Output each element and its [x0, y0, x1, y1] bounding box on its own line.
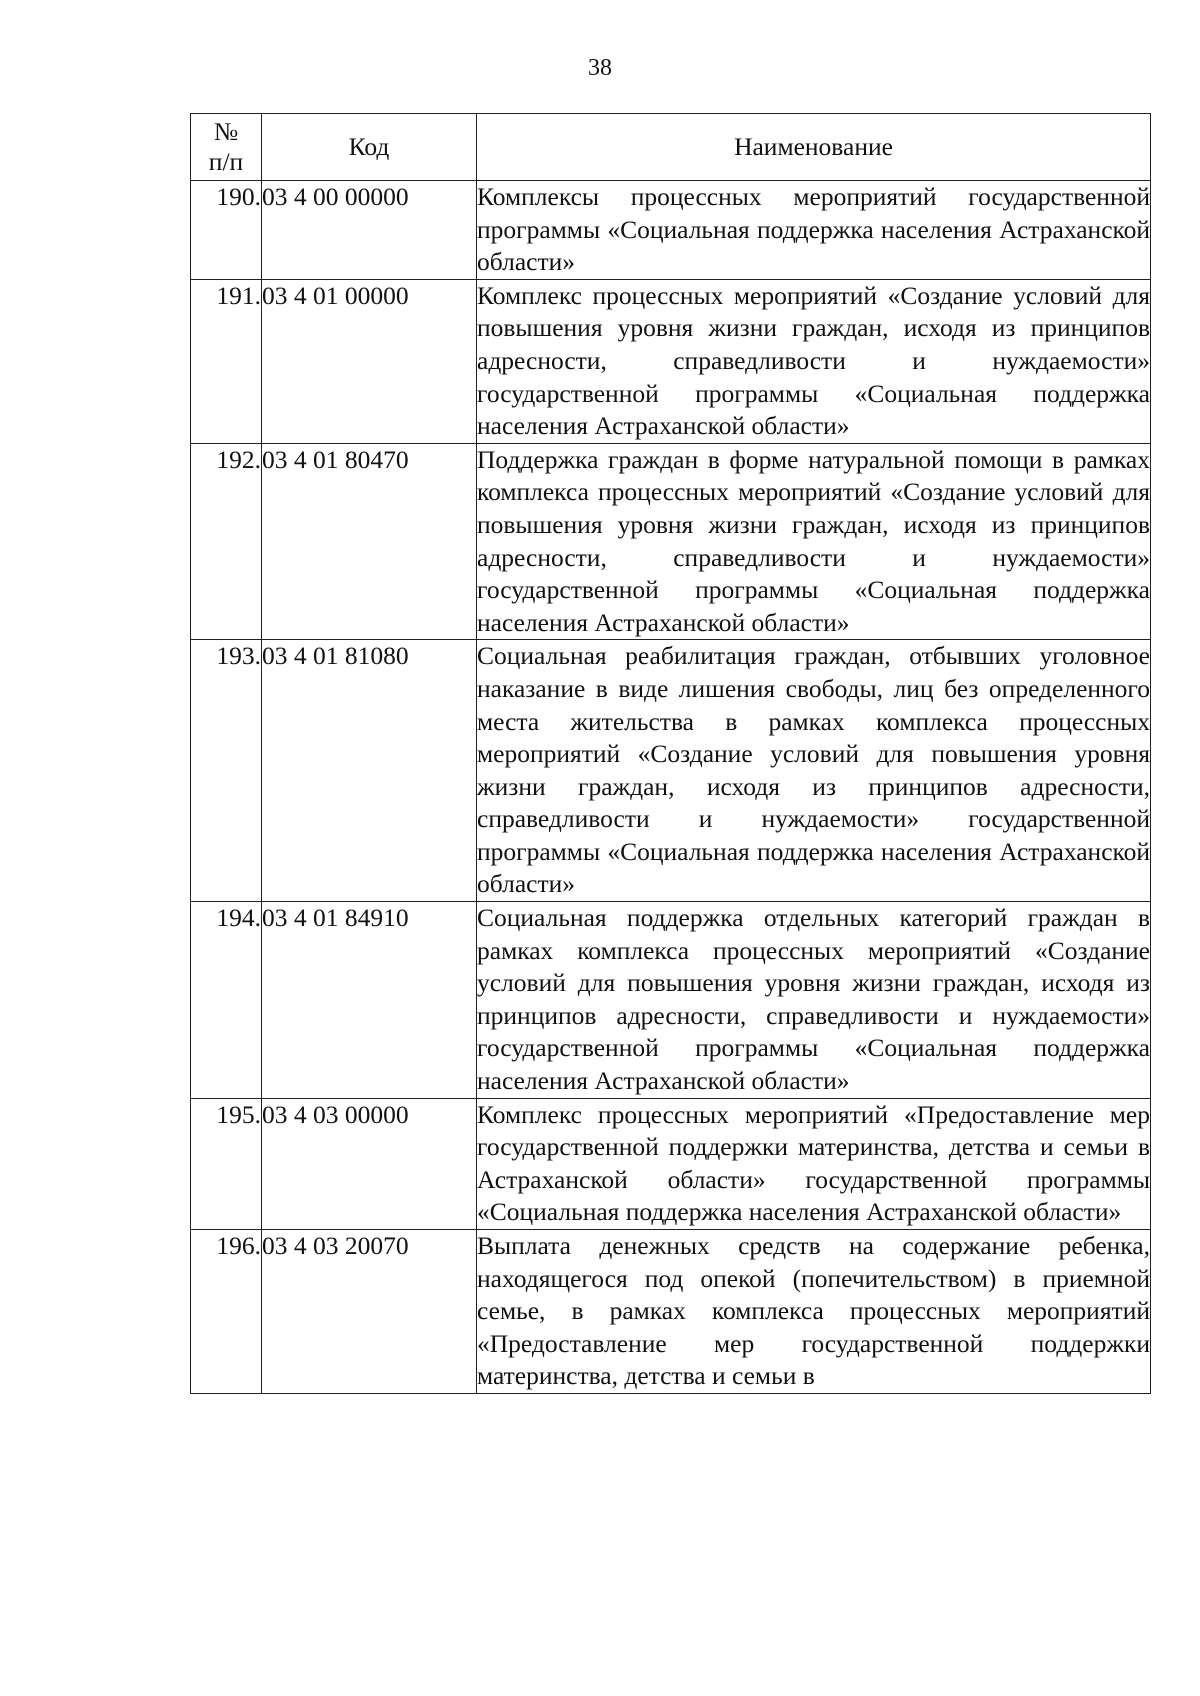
- table-row: [191, 902, 1151, 1099]
- row-name: Комплекс процессных мероприятий «Создание условий для повышения уровня жизни граждан, исходя из принципов адресности, справедливости и нуждаемости» государственной программы «Социальная поддержка населения Астраханской области»: [477, 279, 1151, 443]
- row-name: Поддержка граждан в форме натуральной помощи в рамках комплекса процессных мероприятий «Создание условий для повышения уровня жизни граждан, исходя из принципов адресности, справедливости и нуждаемости» государственной программы «Социальная поддержка населения Астраханской области»: [477, 443, 1151, 640]
- table-row: [191, 1230, 1151, 1394]
- row-code: 03 4 03 20070: [262, 1230, 477, 1394]
- header-number-sign: №: [213, 117, 239, 146]
- row-code: 03 4 01 81080: [262, 640, 477, 902]
- page-number: 38: [588, 55, 612, 81]
- table-body: [191, 181, 1151, 1394]
- row-name: Выплата денежных средств на содержание ребенка, находящегося под опекой (попечительством) в приемной семье, в рамках комплекса процессных мероприятий «Предоставление мер государственной поддержки материнства, детства и семьи в: [477, 1230, 1151, 1394]
- row-name: Социальная реабилитация граждан, отбывших уголовное наказание в виде лишения свободы, лиц без определенного места жительства в рамках комплекса процессных мероприятий «Создание условий для повышения уровня жизни граждан, исходя из принципов адресности, справедливости и нуждаемости» государственной программы «Социальная поддержка населения Астраханской области»: [477, 640, 1151, 902]
- budget-classification-table: [190, 113, 1151, 1394]
- row-name: Комплекс процессных мероприятий «Предоставление мер государственной поддержки материнства, детства и семьи в Астраханской области» государственной программы «Социальная поддержка населения Астраханской области»: [477, 1098, 1151, 1229]
- table-row: [191, 1098, 1151, 1229]
- row-code: 03 4 01 84910: [262, 902, 477, 1099]
- table-row: [191, 279, 1151, 443]
- row-code: 03 4 00 00000: [262, 181, 477, 280]
- row-number: 196.: [191, 1230, 262, 1394]
- row-code: 03 4 01 80470: [262, 443, 477, 640]
- row-number: 191.: [191, 279, 262, 443]
- table-row: [191, 443, 1151, 640]
- row-name: Социальная поддержка отдельных категорий граждан в рамках комплекса процессных мероприятий «Создание условий для повышения уровня жизни граждан, исходя из принципов адресности, справедливости и нуждаемости» государственной программы «Социальная поддержка населения Астраханской области»: [477, 902, 1151, 1099]
- row-name: Комплексы процессных мероприятий государственной программы «Социальная поддержка населения Астраханской области»: [477, 181, 1151, 280]
- header-name: Наименование: [477, 114, 1151, 181]
- row-number: 193.: [191, 640, 262, 902]
- header-number: [191, 114, 262, 181]
- header-number-abbrev: п/п: [208, 147, 244, 176]
- header-row: [191, 114, 1151, 181]
- row-code: 03 4 03 00000: [262, 1098, 477, 1229]
- table-row: [191, 640, 1151, 902]
- row-number: 194.: [191, 902, 262, 1099]
- table-row: [191, 181, 1151, 280]
- header-code: Код: [262, 114, 477, 181]
- row-number: 192.: [191, 443, 262, 640]
- row-code: 03 4 01 00000: [262, 279, 477, 443]
- table-header: [191, 114, 1151, 181]
- row-number: 195.: [191, 1098, 262, 1229]
- row-number: 190.: [191, 181, 262, 280]
